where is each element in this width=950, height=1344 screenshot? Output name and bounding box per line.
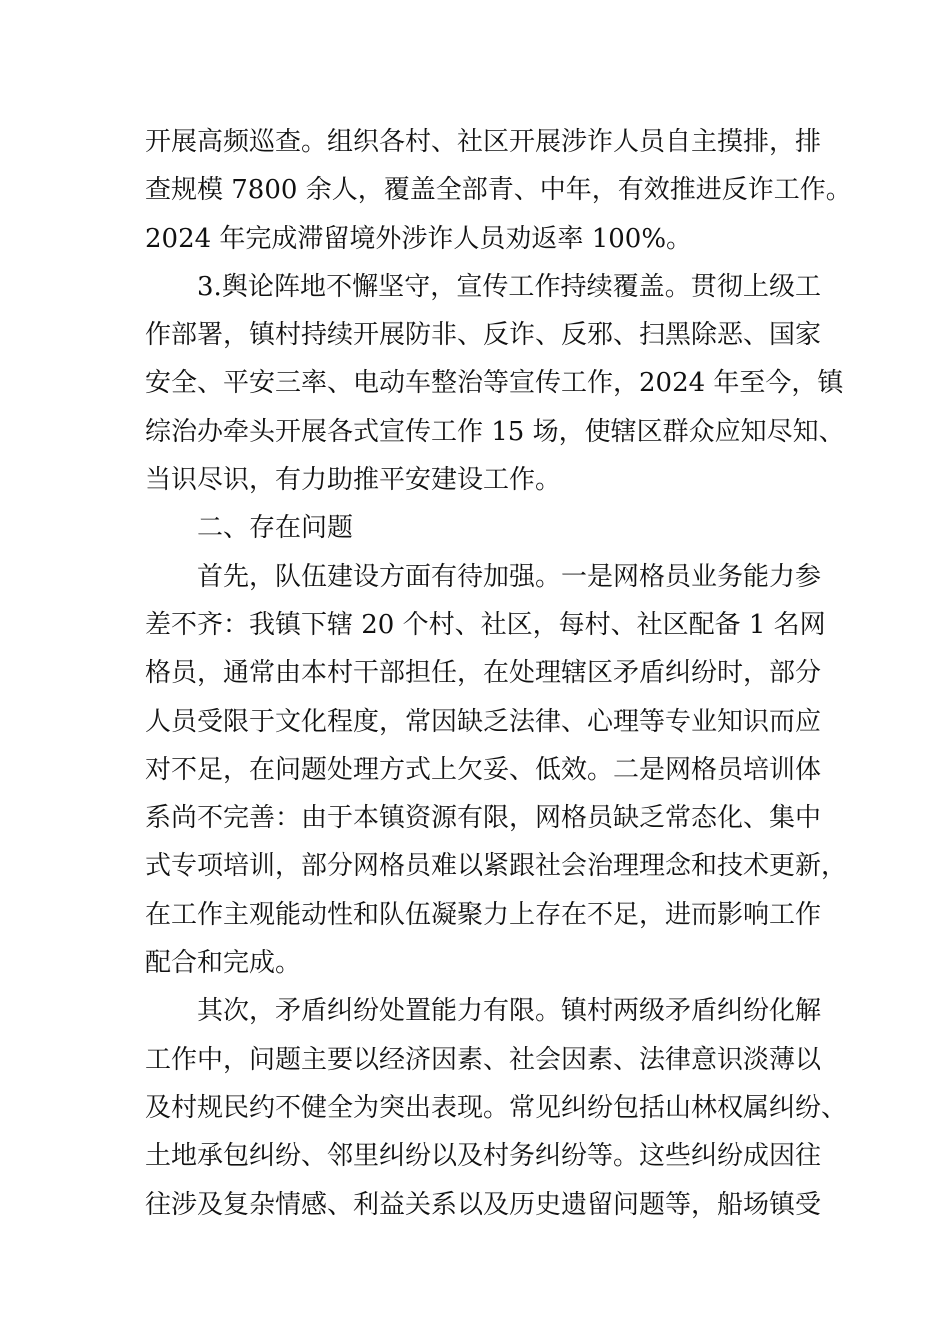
paragraph-3-line-6: 系尚不完善：由于本镇资源有限，网格员缺乏常态化、集中 [145, 803, 822, 834]
paragraph-4-line-2: 工作中，问题主要以经济因素、社会因素、法律意识淡薄以 [145, 1044, 822, 1075]
paragraph-1-line-2: 查规模 7800 余人，覆盖全部青、中年，有效推进反诈工作。 [145, 175, 852, 206]
paragraph-2-line-4: 综治办牵头开展各式宣传工作 15 场，使辖区群众应知尽知、 [145, 416, 845, 447]
paragraph-3-line-5: 对不足，在问题处理方式上欠妥、低效。二是网格员培训体 [145, 754, 822, 785]
paragraph-2-line-3: 安全、平安三率、电动车整治等宣传工作，2024 年至今，镇 [145, 368, 844, 399]
paragraph-2-line-5: 当识尽识，有力助推平安建设工作。 [145, 465, 562, 496]
paragraph-3-line-1: 首先，队伍建设方面有待加强。一是网格员业务能力参 [197, 561, 822, 592]
paragraph-3-line-8: 在工作主观能动性和队伍凝聚力上存在不足，进而影响工作 [145, 899, 822, 930]
paragraph-3-line-7: 式专项培训，部分网格员难以紧跟社会治理理念和技术更新， [145, 851, 848, 882]
paragraph-3-line-3: 格员，通常由本村干部担任，在处理辖区矛盾纠纷时，部分 [145, 658, 822, 689]
paragraph-2-line-1: 3.舆论阵地不懈坚守，宣传工作持续覆盖。贯彻上级工 [197, 271, 821, 302]
paragraph-3-line-4: 人员受限于文化程度，常因缺乏法律、心理等专业知识而应 [145, 706, 822, 737]
paragraph-3-line-9: 配合和完成。 [145, 948, 302, 979]
paragraph-4-line-4: 土地承包纠纷、邻里纠纷以及村务纠纷等。这些纠纷成因往 [145, 1141, 822, 1172]
paragraph-1-line-1: 开展高频巡查。组织各村、社区开展涉诈人员自主摸排，排 [145, 127, 822, 157]
document-body [145, 118, 852, 1229]
paragraph-1-line-3: 2024 年完成滞留境外涉诈人员劝返率 100%。 [145, 223, 693, 254]
paragraph-2-line-2: 作部署，镇村持续开展防非、反诈、反邪、扫黑除恶、国家 [145, 320, 822, 351]
paragraph-4-line-1: 其次，矛盾纠纷处置能力有限。镇村两级矛盾纠纷化解 [197, 996, 822, 1027]
paragraph-3-line-2: 差不齐：我镇下辖 20 个村、社区，每村、社区配备 1 名网 [145, 609, 826, 640]
paragraph-4-line-3: 及村规民约不健全为突出表现。常见纠纷包括山林权属纠纷、 [145, 1092, 848, 1123]
section-heading: 二、存在问题 [197, 513, 354, 544]
paragraph-4-line-5: 往涉及复杂情感、利益关系以及历史遗留问题等，船场镇受 [145, 1189, 822, 1220]
